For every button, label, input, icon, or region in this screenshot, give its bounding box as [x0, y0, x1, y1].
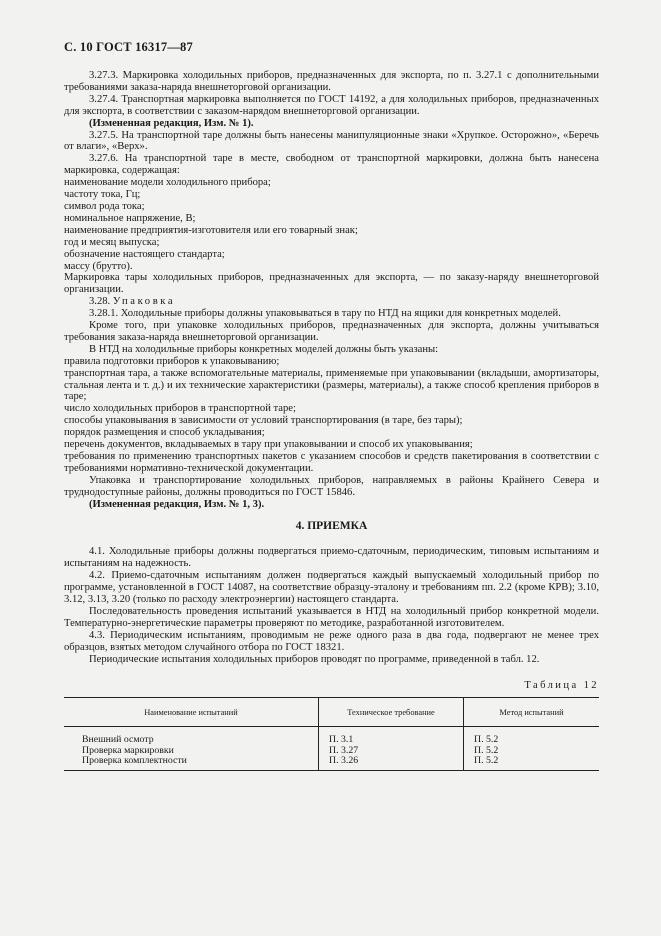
- packing-list-item: порядок размещения и способ укладывания;: [64, 427, 265, 439]
- marking-list-item: частоту тока, Гц;: [64, 189, 141, 201]
- table-cell: П. 5.2: [464, 746, 600, 757]
- paragraph-3-27-3: 3.27.3. Маркировка холодильных приборов, предназначенных для экспорта, по п. 3.27.1 с дополнительными требованиями заказа-наряда внешнеторговой организации.: [64, 70, 599, 93]
- table-header-row: [64, 698, 599, 727]
- paragraph-3-27-5: 3.27.5. На транспортной таре должны быть нанесены манипуляционные знаки «Хрупкое. Осторожно», «Беречь от влаги», «Верх».: [64, 129, 599, 153]
- section-title: 4. ПРИЕМКА: [295, 519, 368, 532]
- paragraph-ntd-intro: В НТД на холодильные приборы конкретных моделей должны быть указаны:: [89, 343, 439, 355]
- column-header: Наименование испытаний: [64, 698, 319, 727]
- table-cell: П. 5.2: [464, 756, 600, 770]
- heading-3-28-number: 3.28.: [89, 296, 111, 308]
- packing-list-item: правила подготовки приборов к упаковыванию;: [64, 355, 280, 367]
- marking-list-item: номинальное напряжение, В;: [64, 212, 196, 224]
- edit-note: (Измененная редакция, Изм. № 1, 3).: [89, 498, 265, 510]
- packing-list-item: число холодильных приборов в транспортной таре;: [64, 403, 296, 415]
- edit-note: (Измененная редакция, Изм. № 1).: [89, 117, 254, 129]
- marking-list-item: символ рода тока;: [64, 200, 145, 212]
- table-caption: [64, 680, 599, 692]
- paragraph-4-3: 4.3. Периодическим испытаниям, проводимым не реже одного раза в два года, подвергают не менее трех образцов, взятых методом случайного отбора по ГОСТ 18321.: [64, 629, 599, 653]
- marking-list-item: обозначение настоящего стандарта;: [64, 248, 225, 260]
- marking-list-item: год и месяц выпуска;: [64, 236, 160, 248]
- marking-list-item: наименование модели холодильного прибора;: [64, 177, 271, 189]
- table-cell: Проверка маркировки: [82, 744, 174, 756]
- packing-list-item: способы упаковывания в зависимости от условий транспортирования (в таре, без тары);: [64, 415, 463, 427]
- paragraph-export-marking: Маркировка тары холодильных приборов, предназначенных для экспорта, — по заказу-наряду внешнеторговой организации.: [64, 272, 599, 296]
- paragraph-test-order: Последовательность проведения испытаний указывается в НТД на холодильный прибор конкретной модели. Температурно-энергетические параметры проверяют по методике, разработанной изготовителем.: [64, 605, 599, 629]
- packing-list-item: транспортная тара, а также вспомогательные материалы, применяемые при упаковывании (вкладыши, амортизаторы, стальная лента и т. д.) и их технические характеристики (размеры, материалы), а также способ крепления приборов в таре;: [64, 367, 599, 403]
- paragraph-periodic-tests: Периодические испытания холодильных приборов проводят по программе, приведенной в табл. 12.: [89, 653, 540, 665]
- paragraph-3-27-4: 3.27.4. Транспортная маркировка выполняется по ГОСТ 14192, а для холодильных приборов, предназначенных для экспорта, в соответствии с заказом-нарядом внешнеторговой организации.: [64, 93, 599, 117]
- paragraph-3-28-1: 3.28.1. Холодильные приборы должны упаковываться в тару по НТД на ящики для конкретных моделей.: [89, 308, 561, 320]
- packing-list-item: перечень документов, вкладываемых в тару при упаковывании и способ их упаковывания;: [64, 439, 473, 451]
- page-header: С. 10 ГОСТ 16317—87: [64, 40, 193, 54]
- marking-list-item: массу (брутто).: [64, 260, 133, 272]
- table-cell: Проверка комплектности: [64, 756, 319, 770]
- heading-3-28: [64, 296, 599, 308]
- marking-list-item: наименование предприятия-изготовителя или его товарный знак;: [64, 224, 358, 236]
- table-cell: Внешний осмотр: [82, 734, 154, 745]
- paragraph-4-1: 4.1. Холодильные приборы должны подвергаться приемо-сдаточным, периодическим, типовым испытаниям и испытаниям на надежность.: [64, 546, 599, 570]
- table-row: [64, 727, 599, 746]
- table-cell: П. 5.2: [464, 727, 600, 746]
- column-header: Метод испытаний: [464, 698, 600, 727]
- paragraph-3-27-6: 3.27.6. На транспортной таре в месте, свободном от транспортной маркировки, должна быть нанесена маркировка, содержащая:: [64, 153, 599, 177]
- table-cell: П. 3.1: [319, 727, 464, 746]
- document-body: [64, 70, 599, 771]
- packing-list-item: требования по применению транспортных пакетов с указанием способов и средств пакетирования в соответствии с требованиями нормативно-технической документации.: [64, 451, 599, 474]
- table-row: [64, 756, 599, 770]
- column-header: Техническое требование: [319, 698, 464, 727]
- paragraph-north: Упаковка и транспортирование холодильных приборов, направляемых в районы Крайнего Севера и труднодоступные районы, должны проводиться по ГОСТ 15846.: [64, 474, 599, 498]
- tests-table: [64, 697, 599, 770]
- paragraph-packing-export: Кроме того, при упаковке холодильных приборов, предназначенных для экспорта, должны учитываться требования заказа-наряда внешнеторговой организации.: [64, 320, 599, 343]
- heading-3-28-title: Упаковка: [112, 296, 176, 308]
- table-cell: П. 3.26: [319, 756, 464, 770]
- paragraph-4-2: 4.2. Приемо-сдаточным испытаниям должен подвергаться каждый выпускаемый холодильный прибор по программе, установленной в ГОСТ 14087, на соответствие образцу-эталону и требованиям пп. 2.2 (кроме КРВ); 3.10, 3.12, 3.13, 3.20 (только по расходу электроэнергии) настоящего стандарта.: [64, 570, 599, 606]
- table-caption-text: Таблица 12: [524, 679, 599, 691]
- table-cell: П. 3.27: [319, 746, 464, 757]
